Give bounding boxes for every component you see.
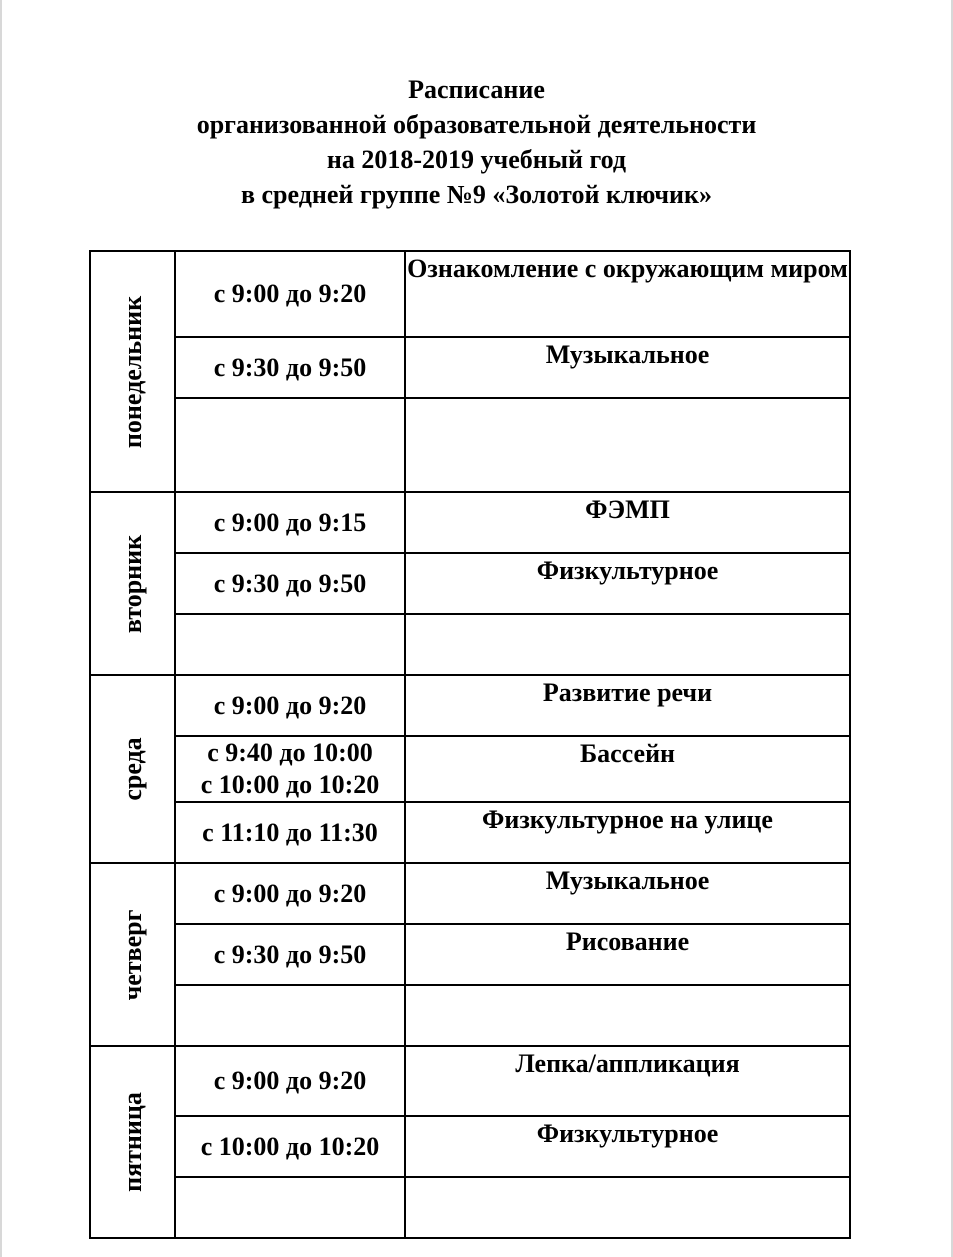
time-cell	[175, 736, 405, 802]
activity-cell	[405, 553, 850, 614]
activity-cell	[405, 1046, 850, 1116]
time-range: с 9:00 до 9:20	[213, 878, 367, 908]
schedule-body	[90, 251, 850, 1238]
time-cell	[175, 1046, 405, 1116]
activity-cell	[405, 492, 850, 553]
time-cell	[175, 675, 405, 736]
time-range: с 9:00 до 9:20	[213, 690, 367, 720]
activity-cell	[405, 1116, 850, 1177]
activity-label: Физкультурное	[536, 1119, 719, 1148]
activity-cell	[405, 398, 850, 492]
time-range: с 9:00 до 9:20	[213, 279, 367, 308]
title-line: организованной образовательной деятельности	[196, 110, 757, 139]
activity-cell	[405, 614, 850, 675]
time-cell	[175, 924, 405, 985]
activity-label: Лепка/аппликация	[515, 1049, 740, 1078]
schedule-row	[90, 1046, 850, 1116]
day-cell	[90, 863, 175, 1046]
title-line: на 2018-2019 учебный год	[326, 145, 627, 174]
activity-cell	[405, 337, 850, 398]
time-range: с 9:40 до 10:00	[207, 738, 373, 767]
title-line: Расписание	[408, 75, 545, 104]
activity-label: Рисование	[565, 927, 690, 956]
schedule-row	[90, 398, 850, 492]
day-cell	[90, 675, 175, 863]
time-range: с 10:00 до 10:20	[200, 770, 380, 799]
time-cell	[175, 492, 405, 553]
title-line: в средней группе №9 «Золотой ключик»	[240, 180, 713, 209]
schedule-row	[90, 863, 850, 924]
activity-cell	[405, 863, 850, 924]
activity-cell	[405, 251, 850, 337]
time-cell	[175, 251, 405, 337]
schedule-row	[90, 337, 850, 398]
time-cell	[175, 1116, 405, 1177]
activity-cell	[405, 736, 850, 802]
day-cell	[90, 492, 175, 675]
time-cell	[175, 1177, 405, 1238]
time-range: с 9:30 до 9:50	[213, 568, 367, 598]
activity-label: Ознакомление с окружающим миром	[407, 254, 848, 283]
day-cell	[90, 1046, 175, 1238]
schedule-row	[90, 251, 850, 337]
activity-label: Физкультурное на улице	[482, 805, 773, 834]
schedule-row	[90, 675, 850, 736]
day-cell	[90, 251, 175, 492]
activity-cell	[405, 675, 850, 736]
activity-cell	[405, 802, 850, 863]
time-cell	[175, 398, 405, 492]
schedule-row	[90, 985, 850, 1046]
document-title	[0, 72, 953, 212]
activity-cell	[405, 1177, 850, 1238]
day-label: среда	[117, 737, 147, 801]
activity-label: Музыкальное	[545, 866, 710, 895]
activity-label: Физкультурное	[536, 556, 719, 585]
time-range: с 10:00 до 10:20	[200, 1131, 380, 1161]
time-cell	[175, 863, 405, 924]
time-cell	[175, 337, 405, 398]
schedule-row	[90, 553, 850, 614]
schedule-table	[89, 250, 851, 1239]
time-cell	[175, 985, 405, 1046]
day-label: четверг	[117, 909, 147, 1000]
schedule-row	[90, 614, 850, 675]
activity-label: Развитие речи	[542, 678, 713, 707]
time-cell	[175, 614, 405, 675]
day-label: пятница	[117, 1092, 147, 1192]
time-range: с 11:10 до 11:30	[202, 817, 378, 847]
schedule-row	[90, 492, 850, 553]
day-label: вторник	[117, 534, 147, 633]
time-range: с 9:30 до 9:50	[213, 939, 367, 969]
time-range: с 9:00 до 9:15	[213, 507, 367, 537]
time-range: с 9:30 до 9:50	[213, 352, 367, 382]
time-cell	[175, 802, 405, 863]
schedule-row	[90, 924, 850, 985]
activity-label: Бассейн	[579, 739, 676, 768]
time-cell	[175, 553, 405, 614]
activity-label: ФЭМП	[585, 495, 670, 524]
activity-label: Музыкальное	[545, 340, 710, 369]
activity-cell	[405, 924, 850, 985]
schedule-row	[90, 1177, 850, 1238]
activity-cell	[405, 985, 850, 1046]
schedule-row	[90, 802, 850, 863]
day-label: понедельник	[117, 295, 147, 448]
schedule-row	[90, 1116, 850, 1177]
schedule-row	[90, 736, 850, 802]
time-range: с 9:00 до 9:20	[213, 1066, 367, 1095]
